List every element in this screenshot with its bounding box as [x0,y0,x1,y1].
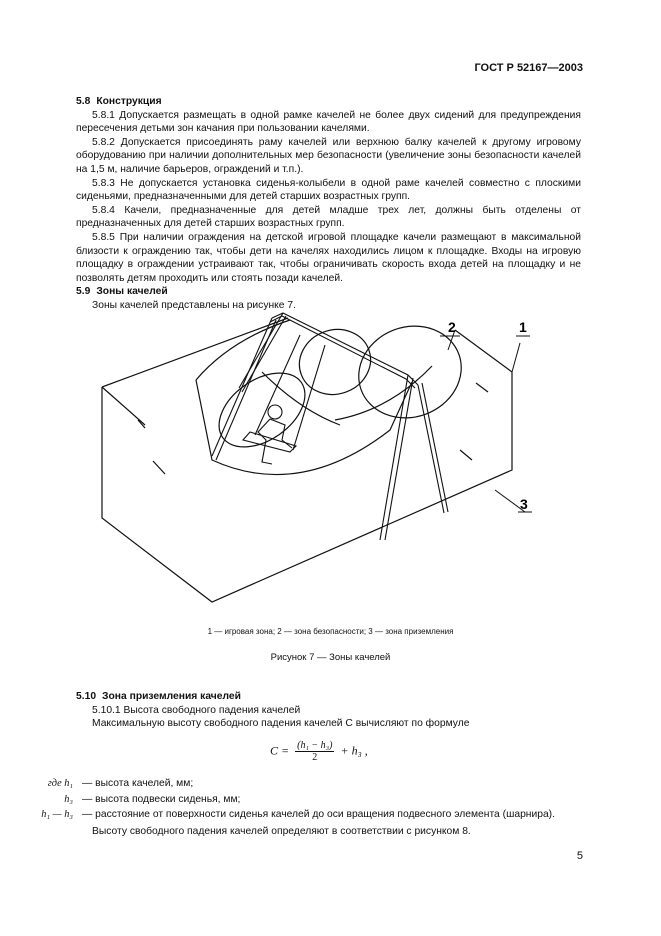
section-5-10 [76,690,581,731]
formula-fraction [295,740,334,763]
formula-denominator: 2 [312,752,318,763]
formula-numerator: (h₁ − h₃) [297,740,333,751]
definition-row [0,792,600,808]
figure-caption: 1 — игровая зона; 2 — зона безопасности; 3 — зона приземления [207,627,454,636]
paragraph-5-10-1: 5.10.1 Высота свободного падения качелей [92,704,301,716]
section-number: 5.9 [76,286,91,298]
closing-paragraph: Высоту свободного падения качелей определяют в соответствии с рисунком 8. [92,826,471,837]
section-title: Конструкция [96,96,162,107]
closing-paragraph-block [76,825,581,839]
paragraph-5-10-formula-intro: Максимальную высоту свободного падения качелей C вычисляют по формуле [92,718,470,730]
definitions-list [0,776,600,823]
formula-rhs: + h₃ , [340,743,368,758]
page-number: 5 [576,850,583,862]
formula-lhs: C = [270,743,290,758]
paragraph-5-9: Зоны качелей представлены на рисунке 7. [92,299,296,311]
section-title: Зона приземления качелей [102,691,241,702]
section-number: 5.8 [76,96,91,107]
paragraph-5-8-1: 5.8.1 Допускается размещать в одной рамке качелей не более двух сидений для предупреждения пересечения детьми зон качания при пользовании качелями. [76,109,581,135]
figure-title: Рисунок 7 — Зоны качелей [270,652,391,663]
play-zone-shape [196,380,412,475]
definition-symbol: h₃ [64,793,73,805]
definition-text: — высота подвески сиденья, мм; [82,793,241,805]
definition-symbol: h₁ — h₃ [41,809,73,820]
definition-row [0,807,600,823]
definition-row [0,776,600,792]
paragraph-5-8-2: 5.8.2 Допускается присоединять раму качелей или верхнюю балку качелей к другому игровому оборудованию при наличии дополнительных мер безопасности (увеличение зоны безопасности качелей на 1,5 м, наличие барьеров, ограждений и т.п.). [76,136,581,175]
definition-text: — высота качелей, мм; [82,778,194,789]
paragraph-5-8-3: 5.8.3 Не допускается установка сиденья-колыбели в одной раме качелей совместно с плоскими сиденьями, предназначенными для детей старших возрастных групп. [76,177,581,203]
paragraph-5-8-4: 5.8.4 Качели, предназначенные для детей младше трех лет, должны быть отделены от предназначенных для детей старших возрастных групп. [76,204,581,230]
free-fall-formula [270,740,368,763]
section-number: 5.10 [76,691,97,702]
section-title: Зоны качелей [96,286,168,298]
definition-symbol: где h₁ [47,778,73,789]
figure-label-2: 2 [448,319,456,335]
figure-label-1: 1 [519,319,527,335]
figure-label-3: 3 [520,496,528,512]
paragraph-5-8-5: 5.8.5 При наличии ограждения на детской игровой площадке качели размещают в максимальной близости к ограждению так, чтобы дети на качелях находились лицом к площадке. Входы на игровую площадку в ограждении устраивают так, чтобы ограничивать скорость входа детей на площадку и не позволять детям проходить или стоять позади качелей. [76,231,581,284]
section-heading-5-10 [76,690,581,704]
document-header: ГОСТ Р 52167—2003 [474,62,583,74]
swing-frame [212,313,448,540]
definition-text: — расстояние от поверхности сиденья качелей до оси вращения подвесного элемента (шарнира). [82,809,555,820]
